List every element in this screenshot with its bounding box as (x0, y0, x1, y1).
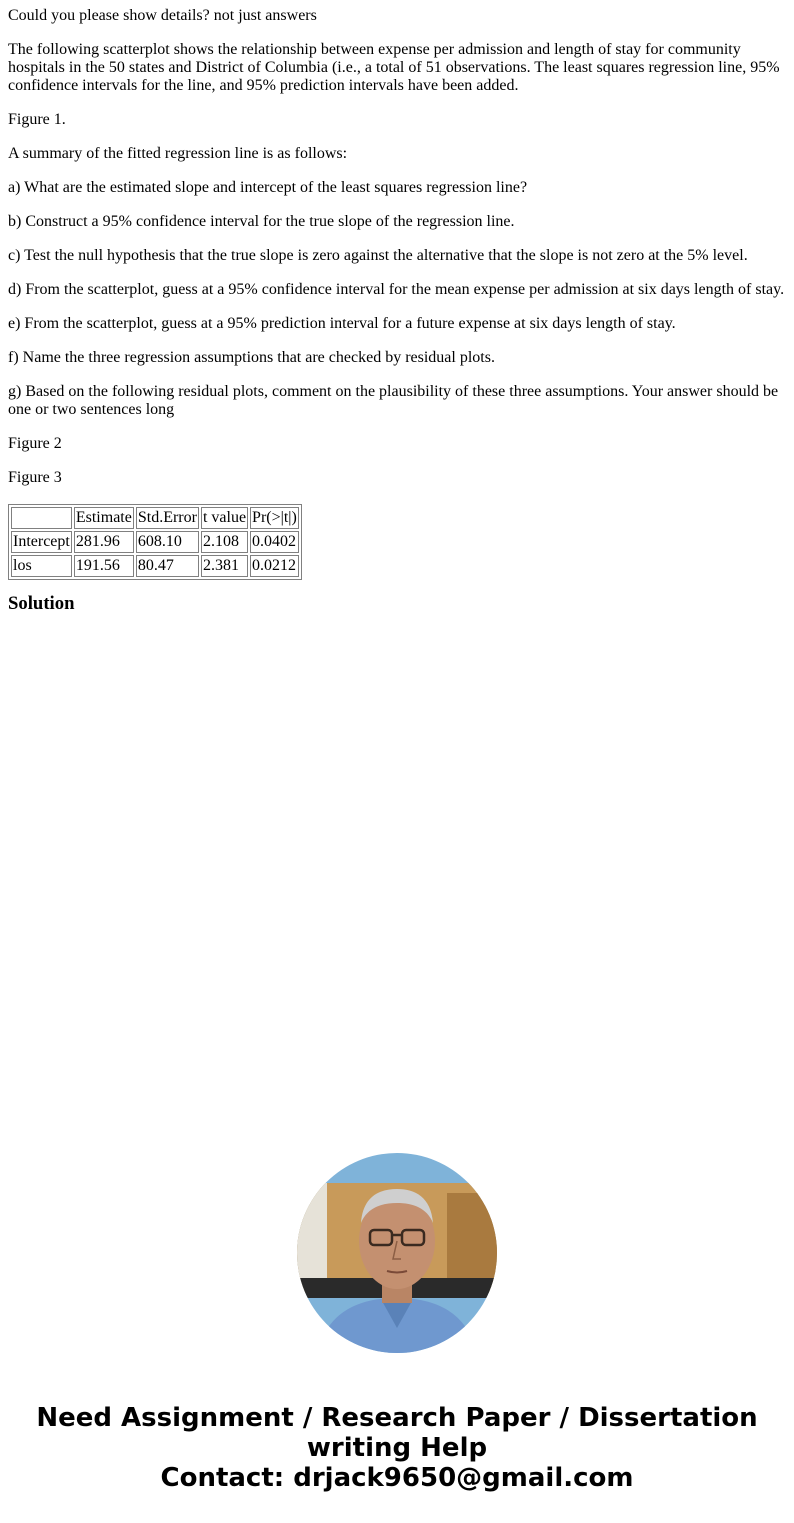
table-header-cell: Std.Error (136, 507, 199, 529)
table-cell: 2.381 (201, 555, 248, 577)
table-cell: 80.47 (136, 555, 199, 577)
avatar-carving (447, 1193, 497, 1283)
regression-summary-table (8, 504, 302, 580)
question-part-b: b) Construct a 95% confidence interval for the true slope of the regression line. (8, 213, 515, 230)
question-part-g: g) Based on the following residual plots, comment on the plausibility of these three assumptions. Your answer should be one or two sentences long (8, 383, 779, 418)
table-row (11, 555, 299, 577)
table-cell: los (11, 555, 72, 577)
question-part-a: a) What are the estimated slope and intercept of the least squares regression line? (8, 179, 528, 196)
promo-line-1: Need Assignment / Research Paper / Dissertation (36, 1403, 758, 1433)
avatar-wall-panel (297, 1183, 327, 1293)
table-cell: 0.0402 (250, 531, 299, 553)
table-header-cell (11, 507, 72, 529)
figure-3-caption: Figure 3 (8, 469, 62, 486)
question-description: The following scatterplot shows the relationship between expense per admission and length of stay for community hospitals in the 50 states and District of Columbia (i.e., a total of 51 observations. The least squares regression line, 95% confidence intervals for the line, and 95% prediction intervals have been added. (8, 41, 780, 94)
avatar (297, 1153, 497, 1353)
table-cell: 191.56 (74, 555, 134, 577)
table-cell: 608.10 (136, 531, 199, 553)
table-cell: 2.108 (201, 531, 248, 553)
question-part-f: f) Name the three regression assumptions that are checked by residual plots. (8, 349, 495, 366)
figure-1-caption: Figure 1. (8, 111, 66, 128)
table-header-cell: Pr(>|t|) (250, 507, 299, 529)
avatar-portrait (297, 1153, 497, 1353)
question-part-d: d) From the scatterplot, guess at a 95% confidence interval for the mean expense per admission at six days length of stay. (8, 281, 785, 298)
question-part-c: c) Test the null hypothesis that the true slope is zero against the alternative that the slope is not zero at the 5% level. (8, 247, 748, 264)
table-row (11, 531, 299, 553)
promo-banner (0, 1403, 794, 1493)
table-header-cell: t value (201, 507, 248, 529)
solution-heading: Solution (8, 593, 75, 614)
promo-line-3: Contact: drjack9650@gmail.com (160, 1463, 634, 1493)
promo-line-2: writing Help (306, 1433, 488, 1463)
table-header-row (11, 507, 299, 529)
table-cell: 281.96 (74, 531, 134, 553)
question-part-e: e) From the scatterplot, guess at a 95% prediction interval for a future expense at six days length of stay. (8, 315, 676, 332)
summary-intro: A summary of the fitted regression line is as follows: (8, 145, 348, 162)
table-cell: 0.0212 (250, 555, 299, 577)
table-header-cell: Estimate (74, 507, 134, 529)
question-intro: Could you please show details? not just answers (8, 7, 317, 24)
figure-2-caption: Figure 2 (8, 435, 62, 452)
table-cell: Intercept (11, 531, 72, 553)
